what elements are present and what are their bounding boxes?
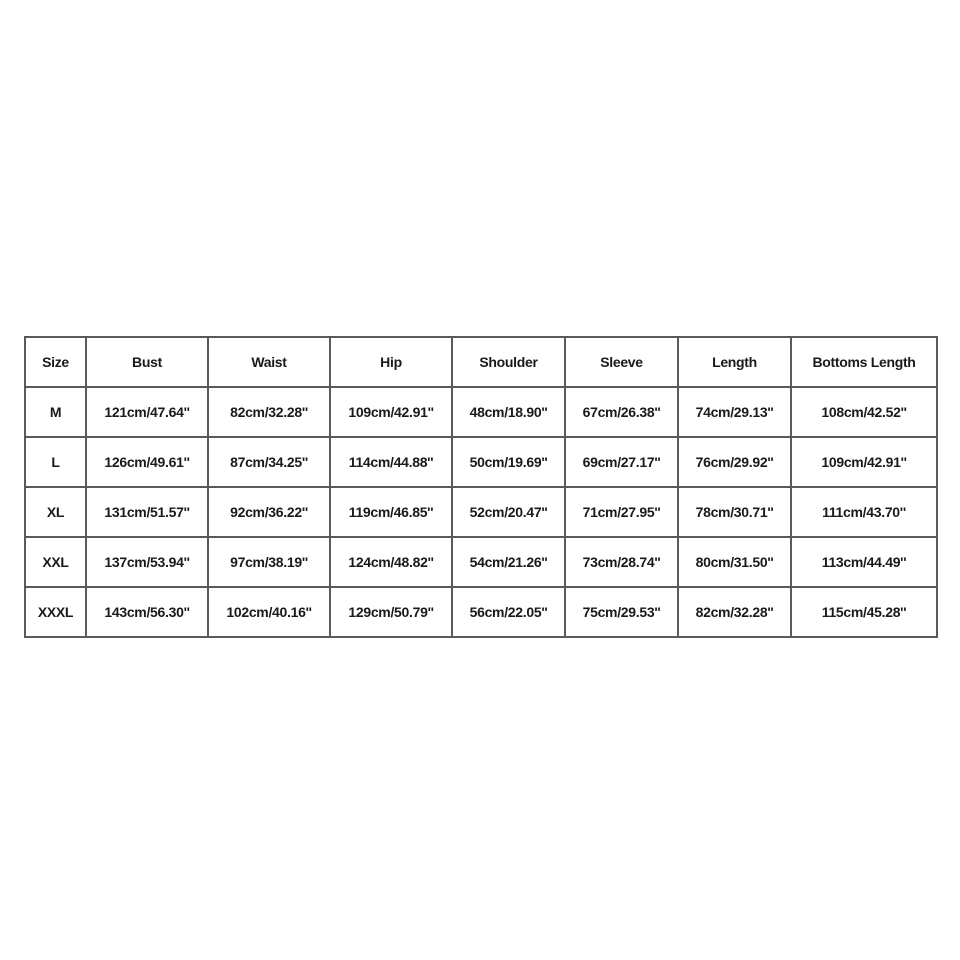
bottoms-length-cell: 109cm/42.91'' (791, 437, 937, 487)
table-row (25, 487, 937, 537)
length-cell: 74cm/29.13'' (678, 387, 791, 437)
header-waist: Waist (208, 337, 330, 387)
shoulder-cell: 50cm/19.69'' (452, 437, 565, 487)
length-cell: 78cm/30.71'' (678, 487, 791, 537)
table-row (25, 437, 937, 487)
header-shoulder: Shoulder (452, 337, 565, 387)
waist-cell: 92cm/36.22'' (208, 487, 330, 537)
sleeve-cell: 67cm/26.38'' (565, 387, 678, 437)
bottoms-length-cell: 108cm/42.52'' (791, 387, 937, 437)
waist-cell: 87cm/34.25'' (208, 437, 330, 487)
hip-cell: 114cm/44.88'' (330, 437, 452, 487)
size-cell: M (25, 387, 86, 437)
length-cell: 82cm/32.28'' (678, 587, 791, 637)
bust-cell: 131cm/51.57'' (86, 487, 208, 537)
shoulder-cell: 56cm/22.05'' (452, 587, 565, 637)
header-hip: Hip (330, 337, 452, 387)
sleeve-cell: 69cm/27.17'' (565, 437, 678, 487)
sleeve-cell: 75cm/29.53'' (565, 587, 678, 637)
bust-cell: 121cm/47.64'' (86, 387, 208, 437)
bust-cell: 137cm/53.94'' (86, 537, 208, 587)
header-size: Size (25, 337, 86, 387)
size-cell: XXL (25, 537, 86, 587)
size-chart-table (24, 336, 938, 638)
table-row (25, 387, 937, 437)
shoulder-cell: 54cm/21.26'' (452, 537, 565, 587)
bust-cell: 143cm/56.30'' (86, 587, 208, 637)
length-cell: 76cm/29.92'' (678, 437, 791, 487)
hip-cell: 119cm/46.85'' (330, 487, 452, 537)
bottoms-length-cell: 113cm/44.49'' (791, 537, 937, 587)
header-sleeve: Sleeve (565, 337, 678, 387)
hip-cell: 129cm/50.79'' (330, 587, 452, 637)
bust-cell: 126cm/49.61'' (86, 437, 208, 487)
shoulder-cell: 52cm/20.47'' (452, 487, 565, 537)
sleeve-cell: 71cm/27.95'' (565, 487, 678, 537)
size-cell: L (25, 437, 86, 487)
shoulder-cell: 48cm/18.90'' (452, 387, 565, 437)
header-bottoms-length: Bottoms Length (791, 337, 937, 387)
header-row (25, 337, 937, 387)
size-cell: XL (25, 487, 86, 537)
sleeve-cell: 73cm/28.74'' (565, 537, 678, 587)
waist-cell: 97cm/38.19'' (208, 537, 330, 587)
length-cell: 80cm/31.50'' (678, 537, 791, 587)
table-row (25, 587, 937, 637)
header-bust: Bust (86, 337, 208, 387)
hip-cell: 109cm/42.91'' (330, 387, 452, 437)
bottoms-length-cell: 115cm/45.28'' (791, 587, 937, 637)
hip-cell: 124cm/48.82'' (330, 537, 452, 587)
waist-cell: 102cm/40.16'' (208, 587, 330, 637)
bottoms-length-cell: 111cm/43.70'' (791, 487, 937, 537)
table-row (25, 537, 937, 587)
waist-cell: 82cm/32.28'' (208, 387, 330, 437)
header-length: Length (678, 337, 791, 387)
size-cell: XXXL (25, 587, 86, 637)
